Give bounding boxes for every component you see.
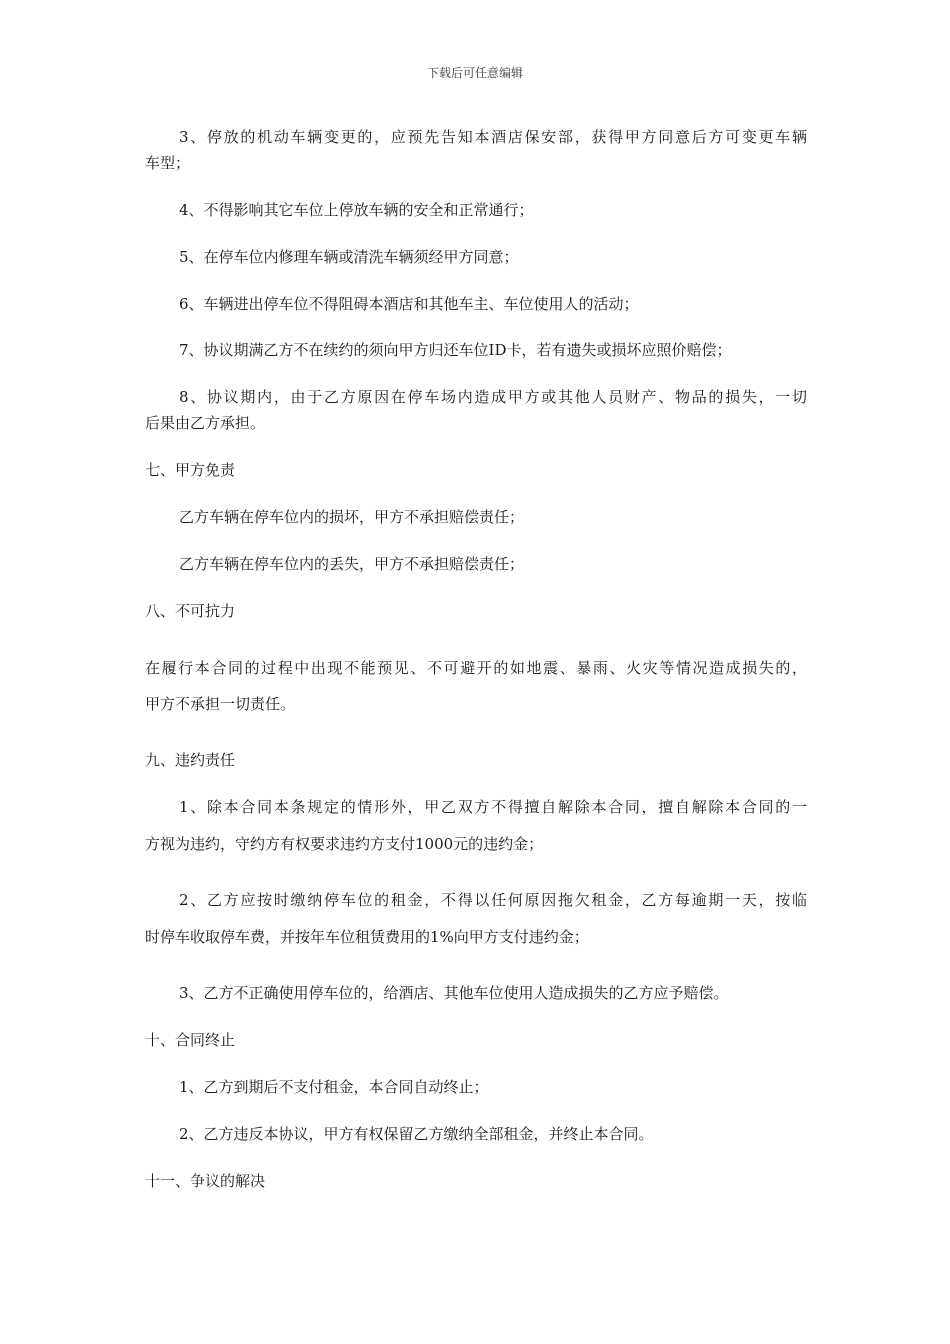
section-heading-7: 七、甲方免责 <box>145 461 236 479</box>
clause-6-6: 6、车辆进出停车位不得阻碍本酒店和其他车主、车位使用人的活动； <box>179 295 639 313</box>
section-heading-11: 十一、争议的解决 <box>145 1172 266 1190</box>
section-heading-9: 九、违约责任 <box>145 751 236 769</box>
clause-6-8-line-1: 8、协议期内，由于乙方原因在停车场内造成甲方或其他人员财产、物品的损失，一切 <box>179 388 807 406</box>
clause-10-2: 2、乙方违反本协议，甲方有权保留乙方缴纳全部租金，并终止本合同。 <box>179 1125 654 1143</box>
clause-6-8-line-2: 后果由乙方承担。 <box>145 414 266 432</box>
clause-6-3-line-2: 车型； <box>145 154 191 172</box>
clause-7-1: 乙方车辆在停车位内的损坏，甲方不承担赔偿责任； <box>179 508 525 526</box>
clause-9-2-line-2: 时停车收取停车费，并按年车位租赁费用的1%向甲方支付违约金； <box>145 928 589 946</box>
clause-8-line-1: 在履行本合同的过程中出现不能预见、不可避开的如地震、暴雨、火灾等情况造成损失的， <box>145 659 807 677</box>
clause-9-3: 3、乙方不正确使用停车位的，给酒店、其他车位使用人造成损失的乙方应予赔偿。 <box>179 984 729 1002</box>
section-heading-10: 十、合同终止 <box>145 1031 236 1049</box>
clause-6-5: 5、在停车位内修理车辆或清洗车辆须经甲方同意； <box>179 248 519 266</box>
clause-10-1: 1、乙方到期后不支付租金，本合同自动终止； <box>179 1078 489 1096</box>
clause-7-2: 乙方车辆在停车位内的丢失，甲方不承担赔偿责任； <box>179 555 525 573</box>
page-header: 下载后可任意编辑 <box>426 66 523 80</box>
clause-8-line-2: 甲方不承担一切责任。 <box>145 695 296 713</box>
clause-9-1-line-1: 1、除本合同本条规定的情形外，甲乙双方不得擅自解除本合同，擅自解除本合同的一 <box>179 798 807 816</box>
section-heading-8: 八、不可抗力 <box>145 602 236 620</box>
clause-9-1-line-2: 方视为违约，守约方有权要求违约方支付1000元的违约金； <box>145 835 544 853</box>
clause-9-2-line-1: 2、乙方应按时缴纳停车位的租金，不得以任何原因拖欠租金，乙方每逾期一天，按临 <box>179 891 807 909</box>
clause-6-7: 7、协议期满乙方不在续约的须向甲方归还车位ID卡，若有遗失或损坏应照价赔偿； <box>179 341 732 359</box>
clause-6-3-line-1: 3、停放的机动车辆变更的，应预先告知本酒店保安部，获得甲方同意后方可变更车辆 <box>179 128 807 146</box>
clause-6-4: 4、不得影响其它车位上停放车辆的安全和正常通行； <box>179 201 534 219</box>
